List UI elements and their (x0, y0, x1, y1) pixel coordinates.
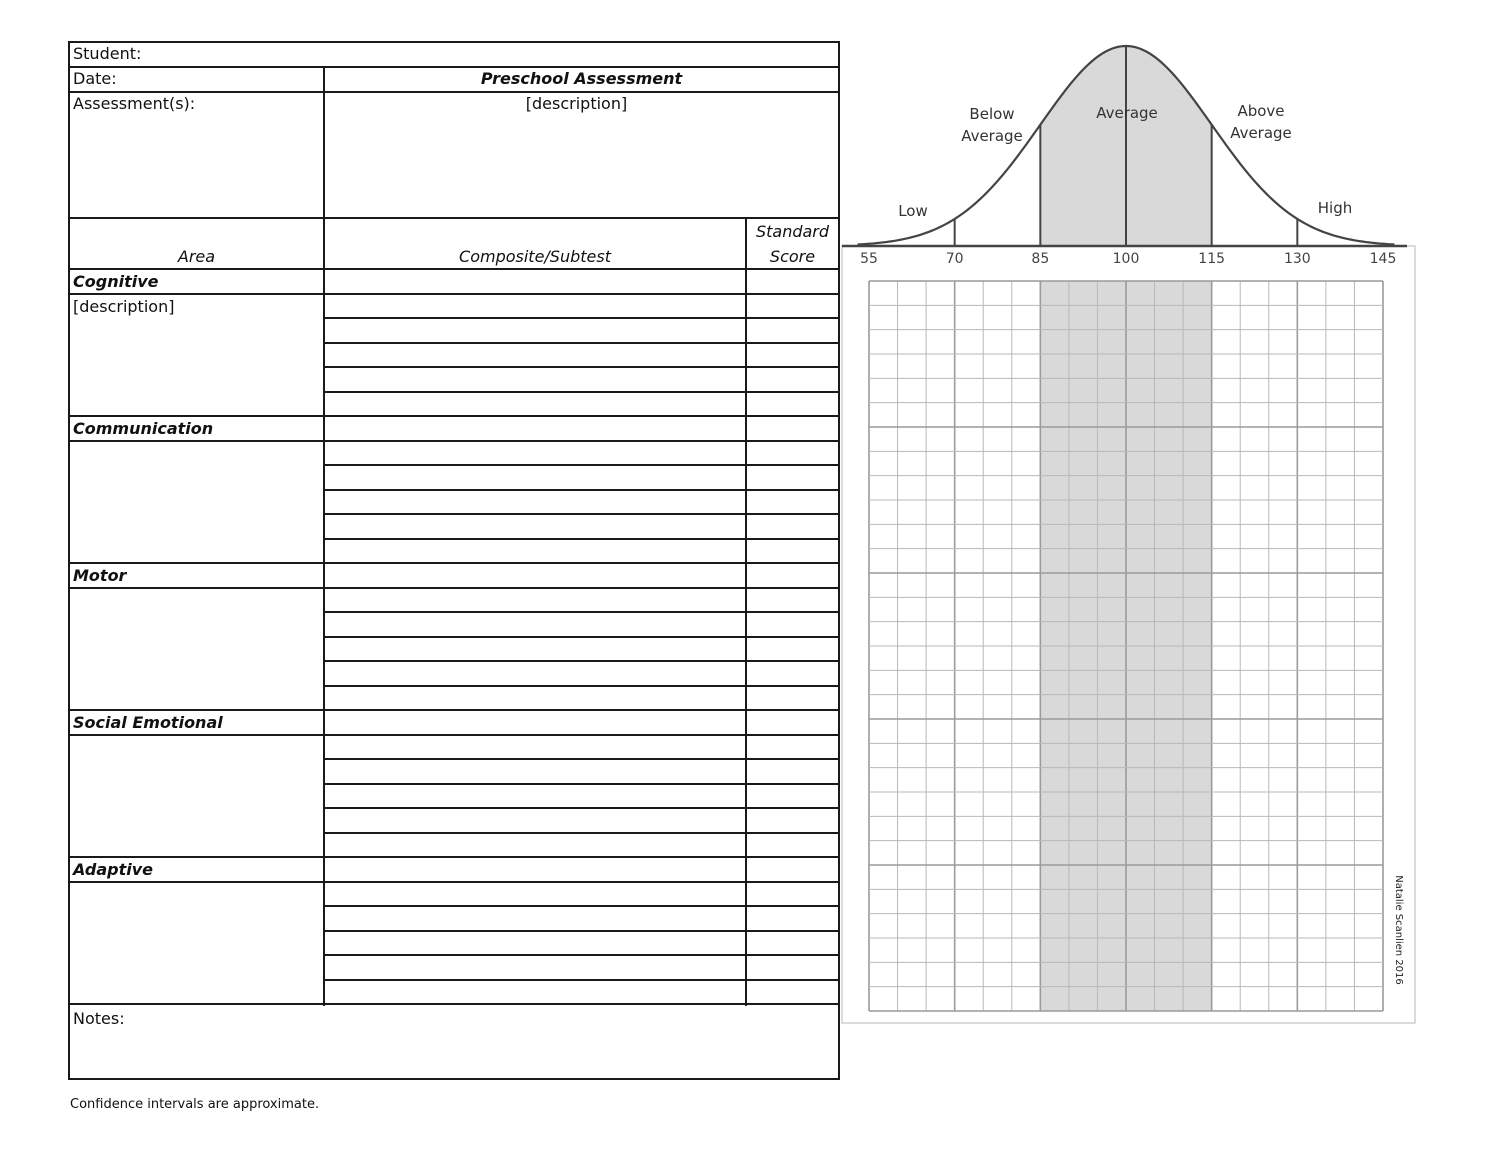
tick-label-85: 85 (1031, 251, 1050, 267)
header-score-line1: Standard (755, 222, 830, 241)
range-label-below-average-line1: Below (969, 105, 1015, 123)
section-title-cognitive: Cognitive (73, 272, 159, 291)
section-title-motor: Motor (73, 566, 127, 585)
tick-label-130: 130 (1283, 251, 1311, 267)
assessments-label: Assessment(s): (73, 94, 196, 113)
range-label-above-average-line2: Average (1230, 124, 1292, 142)
range-label-below-average-line2: Average (961, 127, 1023, 145)
range-label-average-line1: Average (1096, 104, 1158, 122)
tick-label-70: 70 (945, 251, 964, 267)
range-label-high-line1: High (1317, 199, 1353, 217)
tick-label-115: 115 (1198, 251, 1226, 267)
section-title-social-emotional: Social Emotional (73, 713, 223, 732)
credit-text: Natalie Scanlien 2016 (1393, 875, 1404, 985)
date-label: Date: (73, 69, 117, 88)
tick-label-145: 145 (1369, 251, 1397, 267)
section-description-cognitive: [description] (73, 297, 175, 316)
range-label-above-average-line1: Above (1237, 102, 1285, 120)
tick-label-100: 100 (1112, 251, 1140, 267)
section-title-communication: Communication (73, 419, 214, 438)
form-title: Preschool Assessment (480, 69, 683, 88)
tick-label-55: 55 (860, 251, 878, 267)
notes-label: Notes: (73, 1009, 125, 1028)
header-composite: Composite/Subtest (459, 247, 611, 266)
range-label-low-line1: Low (898, 202, 928, 220)
header-area: Area (177, 247, 216, 266)
section-title-adaptive: Adaptive (73, 860, 154, 879)
header-score-line2: Score (769, 247, 816, 266)
footnote: Confidence intervals are approximate. (70, 1097, 320, 1112)
student-label: Student: (73, 44, 142, 63)
assessments-description: [description] (525, 94, 628, 113)
